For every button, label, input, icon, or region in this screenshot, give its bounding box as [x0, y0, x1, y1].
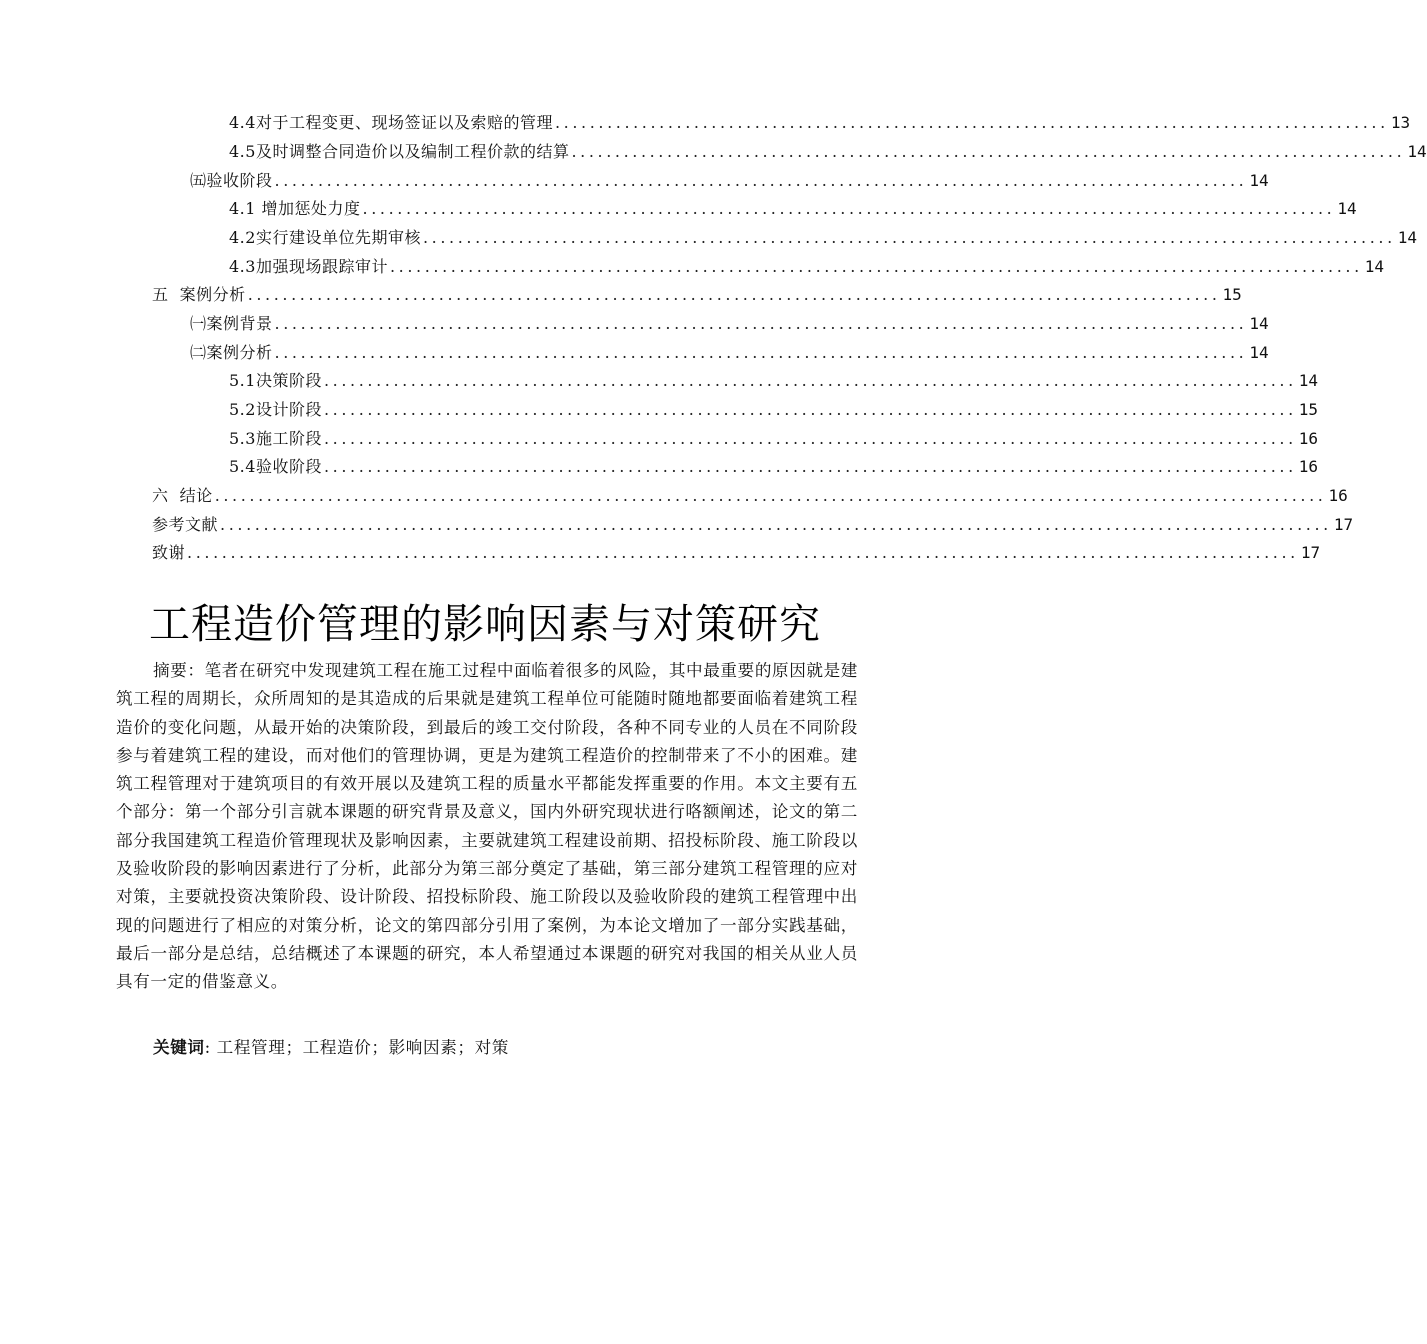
toc-leader-dots: ................................................................................................................: [362, 199, 1336, 218]
toc-entry-label: 4.3加强现场跟踪审计: [229, 257, 388, 276]
toc-entry-page: 14: [1407, 142, 1427, 161]
toc-entry[interactable]: [229, 367, 1319, 395]
toc-entry-page: 16: [1328, 486, 1348, 505]
toc-leader-dots: ................................................................................................................: [274, 343, 1248, 362]
toc-entry-label: 4.1 增加惩处力度: [229, 199, 361, 218]
toc-leader-dots: ................................................................................................................: [274, 314, 1248, 333]
toc-entry[interactable]: [229, 224, 1418, 252]
toc-entry-page: 14: [1364, 257, 1385, 276]
toc-entry[interactable]: [229, 138, 1427, 166]
toc-entry[interactable]: [190, 310, 1269, 338]
toc-entry-page: 17: [1300, 543, 1321, 562]
toc-entry-page: 15: [1222, 285, 1242, 304]
toc-entry[interactable]: [152, 482, 1348, 510]
toc-entry-page: 14: [1249, 314, 1269, 333]
toc-leader-dots: ................................................................................................................................: [187, 543, 1299, 562]
toc-entry-page: 14: [1249, 343, 1269, 362]
toc-entry[interactable]: [229, 396, 1319, 424]
keywords-colon: :: [204, 1038, 217, 1057]
toc-entry-label: 六 结论: [152, 486, 213, 505]
toc-entry-label: 5.3施工阶段: [229, 429, 322, 448]
toc-entry-label: 参考文献: [152, 515, 219, 534]
toc-entry-label: ㈤验收阶段: [190, 171, 273, 190]
keywords-value: 工程管理；工程造价；影响因素；对策: [216, 1038, 509, 1057]
toc-entry[interactable]: [152, 539, 1321, 567]
abstract-text: 摘要：笔者在研究中发现建筑工程在施工过程中面临着很多的风险，其中最重要的原因就是建筑工程的周期长，众所周知的是其造成的后果就是建筑工程单位可能随时随地都要面临着建筑工程造价的变化问题，从最开始的决策阶段，到最后的竣工交付阶段，各种不同专业的人员在不同阶段参与着建筑工程的建设，而对他们的管理协调，更是为建筑工程造价的控制带来了不小的困难。建筑工程管理对于建筑项目的有效开展以及建筑工程的质量水平都能发挥重要的作用。本文主要有五个部分：第一个部分引言就本课题的研究背景及意义，国内外研究现状进行咯额阐述，论文的第二部分我国建筑工程造价管理现状及影响因素，主要就建筑工程建设前期、招投标阶段、施工阶段以及验收阶段的影响因素进行了分析，此部分为第三部分奠定了基础，第三部分建筑工程管理的应对对策，主要就投资决策阶段、设计阶段、招投标阶段、施工阶段以及验收阶段的建筑工程管理中出现的问题进行了相应的对策分析，论文的第四部分引用了案例，为本论文增加了一部分实践基础，最后一部分是总结，总结概述了本课题的研究，本人希望通过本课题的研究对我国的相关从业人员具有一定的借鉴意义。: [116, 661, 858, 992]
toc-leader-dots: ................................................................................................................................: [220, 515, 1332, 534]
toc-entry-page: 15: [1298, 400, 1319, 419]
toc-entry[interactable]: [229, 453, 1319, 481]
toc-entry-label: 5.1决策阶段: [229, 371, 322, 390]
toc-entry-label: ㈡案例分析: [190, 343, 273, 362]
toc-entry[interactable]: [229, 195, 1357, 223]
toc-leader-dots: ................................................................................................................: [323, 371, 1297, 390]
toc-leader-dots: ................................................................................................: [571, 142, 1406, 161]
toc-leader-dots: ................................................................................................................: [323, 457, 1297, 476]
toc-entry-label: 5.4验收阶段: [229, 457, 322, 476]
toc-entry-label: 5.2设计阶段: [229, 400, 322, 419]
toc-leader-dots: ................................................................................................: [554, 113, 1389, 132]
toc-entry[interactable]: [152, 281, 1242, 309]
toc-entry-page: 14: [1337, 199, 1357, 218]
toc-leader-dots: ................................................................................................................: [247, 285, 1221, 304]
toc-entry-label: 4.4对于工程变更、现场签证以及索赔的管理: [229, 113, 553, 132]
toc-leader-dots: ................................................................................................................: [323, 429, 1297, 448]
toc-entry[interactable]: [190, 167, 1269, 195]
toc-entry-label: 4.5及时调整合同造价以及编制工程价款的结算: [229, 142, 570, 161]
toc-entry-page: 16: [1298, 457, 1319, 476]
toc-entry-page: 17: [1333, 515, 1354, 534]
toc-entry[interactable]: [190, 339, 1269, 367]
toc-entry-label: 4.2实行建设单位先期审核: [229, 228, 421, 247]
keywords-label: 关键词: [153, 1038, 205, 1057]
abstract-section: [116, 657, 858, 997]
toc-leader-dots: ................................................................................................................: [323, 400, 1297, 419]
toc-entry-label: 五 案例分析: [152, 285, 246, 304]
toc-leader-dots: ................................................................................................................: [389, 257, 1363, 276]
toc-entry-page: 14: [1298, 371, 1319, 390]
toc-entry-label: 致谢: [152, 543, 186, 562]
toc-leader-dots: ................................................................................................................: [422, 228, 1396, 247]
toc-entry-page: 13: [1390, 113, 1411, 132]
toc-entry[interactable]: [229, 425, 1319, 453]
toc-leader-dots: ................................................................................................................................: [214, 486, 1327, 505]
keywords-line: [153, 1034, 509, 1062]
toc-entry-label: ㈠案例背景: [190, 314, 273, 333]
paper-title: 工程造价管理的影响因素与对策研究: [149, 600, 821, 648]
toc-entry[interactable]: [229, 253, 1385, 281]
toc-entry-page: 14: [1397, 228, 1418, 247]
toc-entry[interactable]: [229, 109, 1411, 137]
toc-entry[interactable]: [152, 511, 1354, 539]
toc-leader-dots: ................................................................................................................: [274, 171, 1248, 190]
toc-entry-page: 16: [1298, 429, 1319, 448]
toc-entry-page: 14: [1249, 171, 1269, 190]
